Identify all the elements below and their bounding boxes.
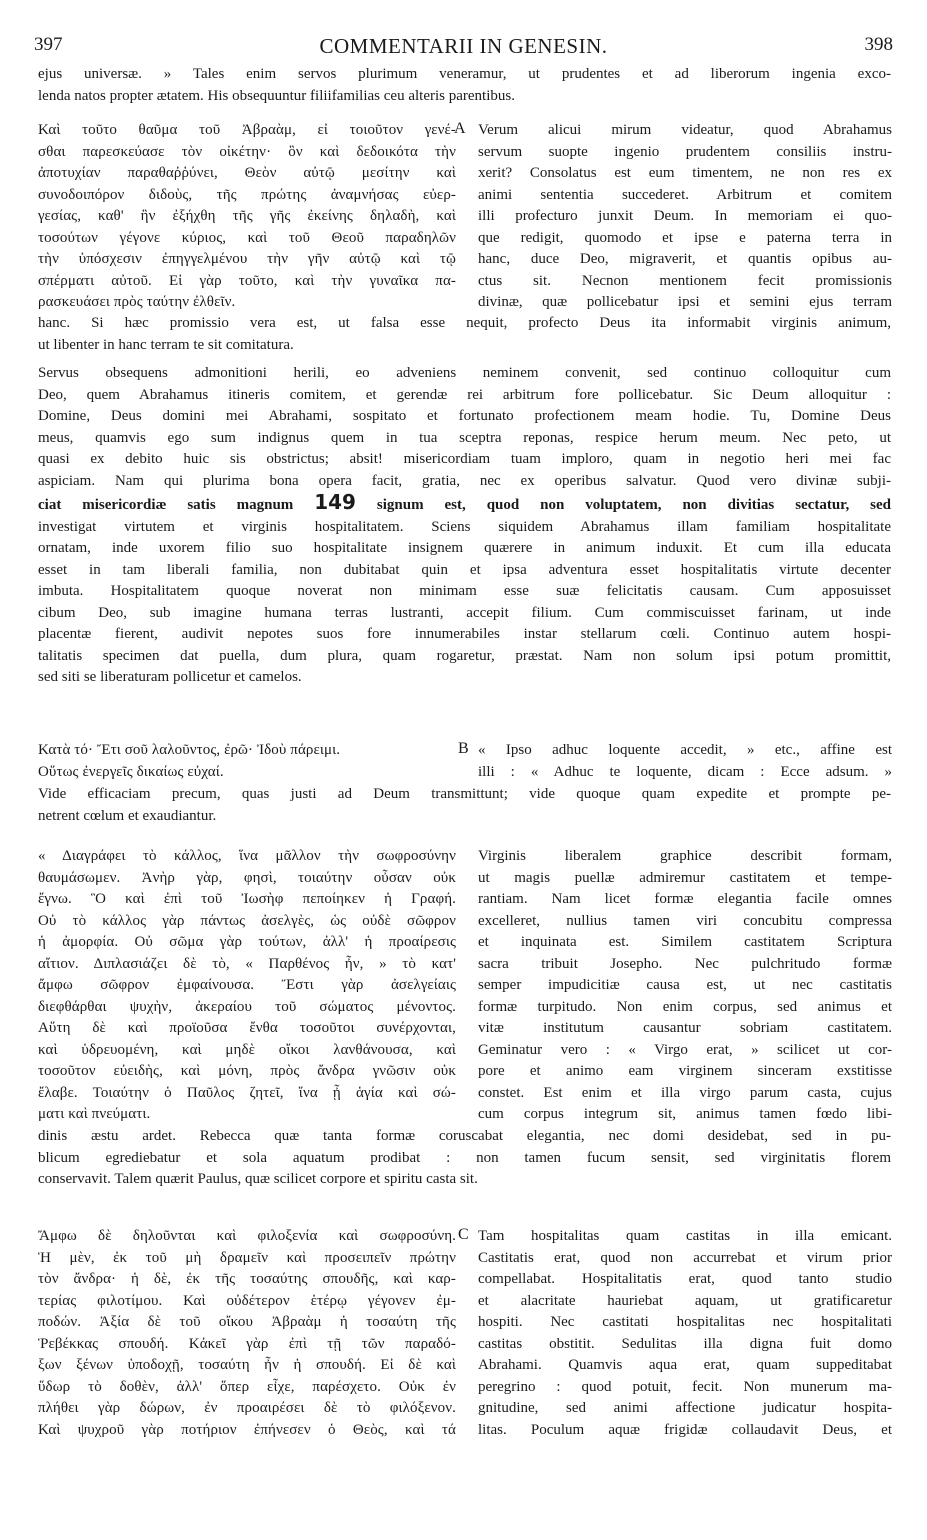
latin-line: compellabat. Hospitalitatis erat, quod tanto studio xyxy=(478,1271,892,1287)
text-line: imbuta. Hospitalitatem quoque noverat non minimam esse suæ felicitatis causam. Cum apposuisset xyxy=(38,583,891,599)
greek-line: ἔλαβε. Τοιαύτην ὁ Παῦλος ζητεῖ, ἵνα ᾖ ἁγία καὶ σώ- xyxy=(38,1084,456,1101)
greek-column-3 xyxy=(38,846,456,1126)
greek-line: τὴν ὑπόσχεσιν ἐπηγγελμένου τὴν γῆν αὐτῷ καὶ τῷ xyxy=(38,251,456,267)
greek-line: ἡ ἀμορφία. Οὐ σῶμα γὰρ τούτων, ἀλλ' ἡ προαίρεσις xyxy=(38,934,456,950)
latin-line: vitæ institutum causantur sobriam castitatem. xyxy=(478,1020,892,1036)
latin-line: litas. Poculum aquæ frigidæ collaudavit Deus, et xyxy=(478,1421,892,1438)
greek-line: ξων ξένων ὑποδοχῇ, τοσαύτη ἦν ἡ σπουδή. Εἰ δὲ καὶ xyxy=(38,1357,456,1373)
section-marker-b: B xyxy=(458,740,469,757)
text-line: ornatam, inde uxorem filio suo hospitalitate insignem quærere in animum induxit. Et cum illa educata xyxy=(38,540,891,556)
greek-line: Αὕτη δὲ καὶ προϊοῦσα ἔνθα τοσοῦτοι συνέρχονται, xyxy=(38,1020,456,1036)
latin-line: illi profecturo junxit Deum. In memoriam ei quo- xyxy=(478,208,892,224)
text-line: netrent cœlum et exaudiantur. xyxy=(38,807,217,824)
greek-line: τὸν ἄνδρα· ἡ δὲ, ἐκ τῆς τοσαύτης σπουδῆς, καὶ καρ- xyxy=(38,1271,456,1287)
latin-line: et alacritate hauriebat aquam, ut gratificaretur xyxy=(478,1292,892,1309)
text-line: Domine, Deus domini mei Abrahami, sospitato et fortunato profectionem meam hodie. Tu, Domine Deus xyxy=(38,408,891,424)
greek-line: γεσίας, καθ' ἣν ἐξήχθη τῆς γῆς ἐκείνης δηλαδὴ, καὶ xyxy=(38,208,456,224)
greek-line: αἴτιον. Διπλασιάζει δὲ τὸ, « Παρθένος ἦν, » τὸ κατ' xyxy=(38,955,456,972)
greek-line: Οὐ τὸ κάλλος γὰρ πάντως ἀσελγὲς, ὡς οὐδὲ σῶφρον xyxy=(38,912,456,929)
latin-line: Verum alicui mirum videatur, quod Abrahamus xyxy=(478,122,892,138)
latin-line: Abrahami. Quamvis aqua erat, quam suppeditabat xyxy=(478,1357,892,1373)
text-line: Vide efficaciam precum, quas justi ad Deum transmittunt; vide quoque quam expedite et prompte pe- xyxy=(38,786,891,802)
greek-line: ματι καὶ πνεύματι. xyxy=(38,1106,151,1122)
latin-line: et inquinata est. Similem castitatem Scriptura xyxy=(478,934,892,950)
greek-line: τοσοῦτον εὐειδὴς, καὶ μόνη, πρὸς ἄνδρα γνῶσιν οὐκ xyxy=(38,1063,456,1079)
latin-column-3 xyxy=(478,846,892,1126)
paragraph-servus xyxy=(38,363,891,689)
text-line: aspiciam. Nam qui plurima bona opera facit, gratia, nec ex operibus salvatur. Quod vero divinæ subji- xyxy=(38,472,891,489)
latin-line: castitas obstitit. Sedulitas illa digna fuit domo xyxy=(478,1335,892,1352)
latin-line: Tam hospitalitas quam castitas in illa emicant. xyxy=(478,1228,892,1244)
greek-line: ὕδωρ τὸ δοθὲν, ἀλλ' ὅπερ εἶχε, παρέσχετο. Οὐκ ἐν xyxy=(38,1378,456,1395)
greek-line: ποδών. Ἀξία δὲ τοῦ οἴκου Ἀβραὰμ ἡ τοσαύτη τῆς xyxy=(38,1314,456,1330)
greek-line: συνοδοιπόρον διδοὺς, τῆς πρώτης ἀναμνήσας εὐερ- xyxy=(38,186,456,203)
text-line: ut libenter in hanc terram te sit comitatura. xyxy=(38,336,294,353)
greek-line: διεφθάρθαι ψυχὴν, ἀκεραίου τοῦ σώματος μένοντος. xyxy=(38,998,456,1015)
latin-line: ut magis puellæ admiremur castitatem et tempe- xyxy=(478,869,892,886)
greek-line: καὶ ὑδρευομένη, καὶ μηδὲ οἴκοι λανθάνουσα, καὶ xyxy=(38,1041,456,1058)
greek-line: τερίας φιλοτίμου. Καὶ οὐδέτερον ἑτέρῳ γέγονεν ἐμ- xyxy=(38,1292,456,1309)
latin-column-b xyxy=(478,740,892,783)
latin-line: animi sententia succederet. Arbitrum et comitem xyxy=(478,186,892,203)
latin-line: pore et animo eam virginem sinceram exstitisse xyxy=(478,1063,892,1079)
greek-line: ἄμφω σῶφρον ἐμφαίνουσα. Ἔστι γὰρ ἀσελγείαις xyxy=(38,977,456,993)
running-header xyxy=(34,34,893,60)
latin-column-a xyxy=(478,120,892,314)
latin-line: constet. Est enim et illa virgo parum casta, cujus xyxy=(478,1084,892,1101)
running-title: COMMENTARII IN GENESIN. xyxy=(319,34,608,58)
greek-line: Καὶ τοῦτο θαῦμα τοῦ Ἀβραὰμ, εἰ τοιοῦτον γενέ- xyxy=(38,122,456,138)
latin-line: Virginis liberalem graphice describit formam, xyxy=(478,848,892,864)
page-number-left: 397 xyxy=(34,34,63,55)
text-segment: ciat misericordiæ satis magnum xyxy=(38,497,294,513)
greek-line: Ῥεβέκκας σπουδή. Κἀκεῖ γὰρ ἐπὶ τῇ τῶν παραδό- xyxy=(38,1335,456,1352)
greek-line: Ἡ μὲν, ἐκ τοῦ μὴ δραμεῖν καὶ προσειπεῖν πρώτην xyxy=(38,1249,456,1266)
latin-line: formæ turpitudo. Non enim corpus, sed animus et xyxy=(478,998,892,1015)
greek-line: Καὶ ψυχροῦ γὰρ ποτήριον ἐπήνεσεν ὁ Θεὸς, καὶ τά xyxy=(38,1421,456,1438)
latin-line: semper impudicitiæ causa est, ut nec castitatis xyxy=(478,977,892,993)
text-line: cibum Deo, sub imagine humana terras lustranti, accepit filium. Cum commiscuisset farinam, ut inde xyxy=(38,604,891,621)
greek-column-b xyxy=(38,740,456,783)
text-line: lenda natos propter ætatem. His obsequuntur filiifamilias ceu alteris parentibus. xyxy=(38,87,515,104)
greek-line: τοσούτων γέγονε κύριος, καὶ τοῦ Θεοῦ παραδηλῶν xyxy=(38,229,456,246)
latin-line: sacra tribuit Josepho. Nec pulchritudo formæ xyxy=(478,955,892,972)
latin-line: xerit? Consolatus est eum timentem, ne non res ex xyxy=(478,165,892,181)
text-line: hanc. Si hæc promissio vera est, ut falsa esse nequit, profecto Deus ita informabit virginis animum, xyxy=(38,315,891,331)
text-line: dinis æstu ardet. Rebecca quæ tanta formæ coruscabat elegantia, nec domi desidebat, sed in pu- xyxy=(38,1128,891,1144)
latin-line: « Ipso adhuc loquente accedit, » etc., affine est xyxy=(478,742,892,758)
text-line: conservavit. Talem quærit Paulus, quæ scilicet corpore et spiritu casta sit. xyxy=(38,1171,478,1187)
section-3-continuation xyxy=(38,1126,891,1191)
text-line: esset in tam liberali familia, non dubitabat quin et ipsa adventura esset hospitalitatis virtute decenter xyxy=(38,561,891,578)
text-line: investigat virtutem et virginis hospitalitatem. Sciens siquidem Abrahamus illam familiam hospitalitate xyxy=(38,518,891,535)
text-segment: signum est, quod non voluptatem, non divitias sectatur, sed xyxy=(376,497,891,513)
greek-line: ἀποτυχίαν παραθαῤῥύνει, Θεὸν αὐτῷ μεσίτην καὶ xyxy=(38,165,456,181)
greek-line: σθαι παρεσκεύασε τὸν οἰκέτην· ὃν καὶ δεδοικότα τὴν xyxy=(38,143,456,160)
text-line: meus, quamvis ego sum indignus quem in tua sceptra reponas, respice herum meum. Nec peto, ut xyxy=(38,429,891,446)
text-line: Deo, quem Abrahamus itineris comitem, et gerendæ rei arbitrum fore pollicebatur. Sic Deum alloquitur : xyxy=(38,386,891,403)
section-marker-c: C xyxy=(458,1226,469,1243)
section-b-continuation xyxy=(38,784,891,827)
latin-line: illi : « Adhuc te loquente, dicam : Ecce adsum. » xyxy=(478,763,892,780)
latin-line: servum suopte ingenio prudentem consiliis instru- xyxy=(478,143,892,160)
greek-line: ἔγνω. Ὃ καὶ ἐπὶ τοῦ Ἰωσὴφ πεποίηκεν ἡ Γραφή. xyxy=(38,891,456,907)
text-line: placentæ fierent, audivit nepotes suos fore innumerabiles instar stellarum cœli. Continuo autem hospi- xyxy=(38,626,891,642)
latin-line: cum corpus integrum sit, animus tamen fœdo libi- xyxy=(478,1106,892,1122)
text-line: Servus obsequens admonitioni herili, eo adveniens neminem convenit, sed continuo colloquitur cum xyxy=(38,365,891,381)
section-marker-a: A xyxy=(454,120,466,137)
greek-line: σπέρματι αὐτοῦ. Εἰ γὰρ τοῦτο, καὶ τὴν γυναῖκα πα- xyxy=(38,272,456,289)
latin-line: que redigit, quomodo et ipse e paterna terra in xyxy=(478,229,892,246)
latin-line: rantiam. Nam licet formæ elegantia facile omnes xyxy=(478,891,892,907)
latin-line: ctus sit. Necnon mentionem fecit promissionis xyxy=(478,272,892,289)
greek-column-c xyxy=(38,1226,456,1441)
text-line: ejus universæ. » Tales enim servos plurimum veneramur, ut prudentes et ad liberorum ingenia exco- xyxy=(38,66,891,82)
latin-line: Castitatis erat, quod non accurrebat et virum prior xyxy=(478,1249,892,1266)
greek-line: Ἄμφω δὲ δηλοῦνται καὶ φιλοξενία καὶ σωφροσύνη. xyxy=(38,1228,456,1244)
text-line: sed siti se liberaturam pollicetur et camelos. xyxy=(38,669,302,685)
latin-line: peregrino : quod potuit, fecit. Non munerum ma- xyxy=(478,1378,892,1395)
latin-line: gnitudine, sed animi affectione judicatur hospita- xyxy=(478,1400,892,1416)
page-number-right: 398 xyxy=(864,34,893,55)
latin-line: hospiti. Nec castitati hospitalitas nec hospitalitati xyxy=(478,1314,892,1330)
text-line: blicum egrediebatur et sola aquatum prodibat : non tamen fucum sensit, sed virginitatis florem xyxy=(38,1149,891,1166)
latin-line: excelleret, nullius tamen viri concubitu compressa xyxy=(478,912,892,929)
text-line: quasi ex debito huic sis obstrictus; absit! misericordiam tuam imploro, quam in negotio heri mei fac xyxy=(38,451,891,467)
latin-line: Geminatur vero : « Virgo erat, » scilicet ut cor- xyxy=(478,1041,892,1058)
column-number: 149 xyxy=(314,492,356,514)
greek-line: Οὕτως ἐνεργεῖς δικαίως εὐχαί. xyxy=(38,763,224,780)
greek-line: πλήθει γὰρ δώρων, ἐν προαιρέσει δὲ τὸ φιλόξενον. xyxy=(38,1400,456,1416)
section-a-continuation xyxy=(38,313,891,356)
greek-line: Κατὰ τό· Ἔτι σοῦ λαλοῦντος, ἐρῶ· Ἰδοὺ πάρειμι. xyxy=(38,742,341,758)
latin-column-c xyxy=(478,1226,892,1441)
greek-line: « Διαγράφει τὸ κάλλος, ἵνα μᾶλλον τὴν σωφροσύνην xyxy=(38,848,456,864)
greek-column-a xyxy=(38,120,456,314)
text-line-with-column-number xyxy=(38,492,891,517)
text-line: talitatis specimen dat puella, dum plura, quam rogaretur, præstat. Nam non solum ipsi potum promittit, xyxy=(38,647,891,664)
intro-paragraph xyxy=(38,64,891,107)
latin-line: divinæ, quæ pollicebatur ipsi et semini ejus terram xyxy=(478,294,892,310)
greek-line: θαυμάσωμεν. Ἀνὴρ γὰρ, φησὶ, τοιαύτην οὖσαν οὐκ xyxy=(38,869,456,886)
greek-line: ρασκευάσει πρὸς ταύτην ἐλθεῖν. xyxy=(38,294,236,310)
latin-line: hanc, duce Deo, migraverit, et quantis opibus au- xyxy=(478,251,892,267)
